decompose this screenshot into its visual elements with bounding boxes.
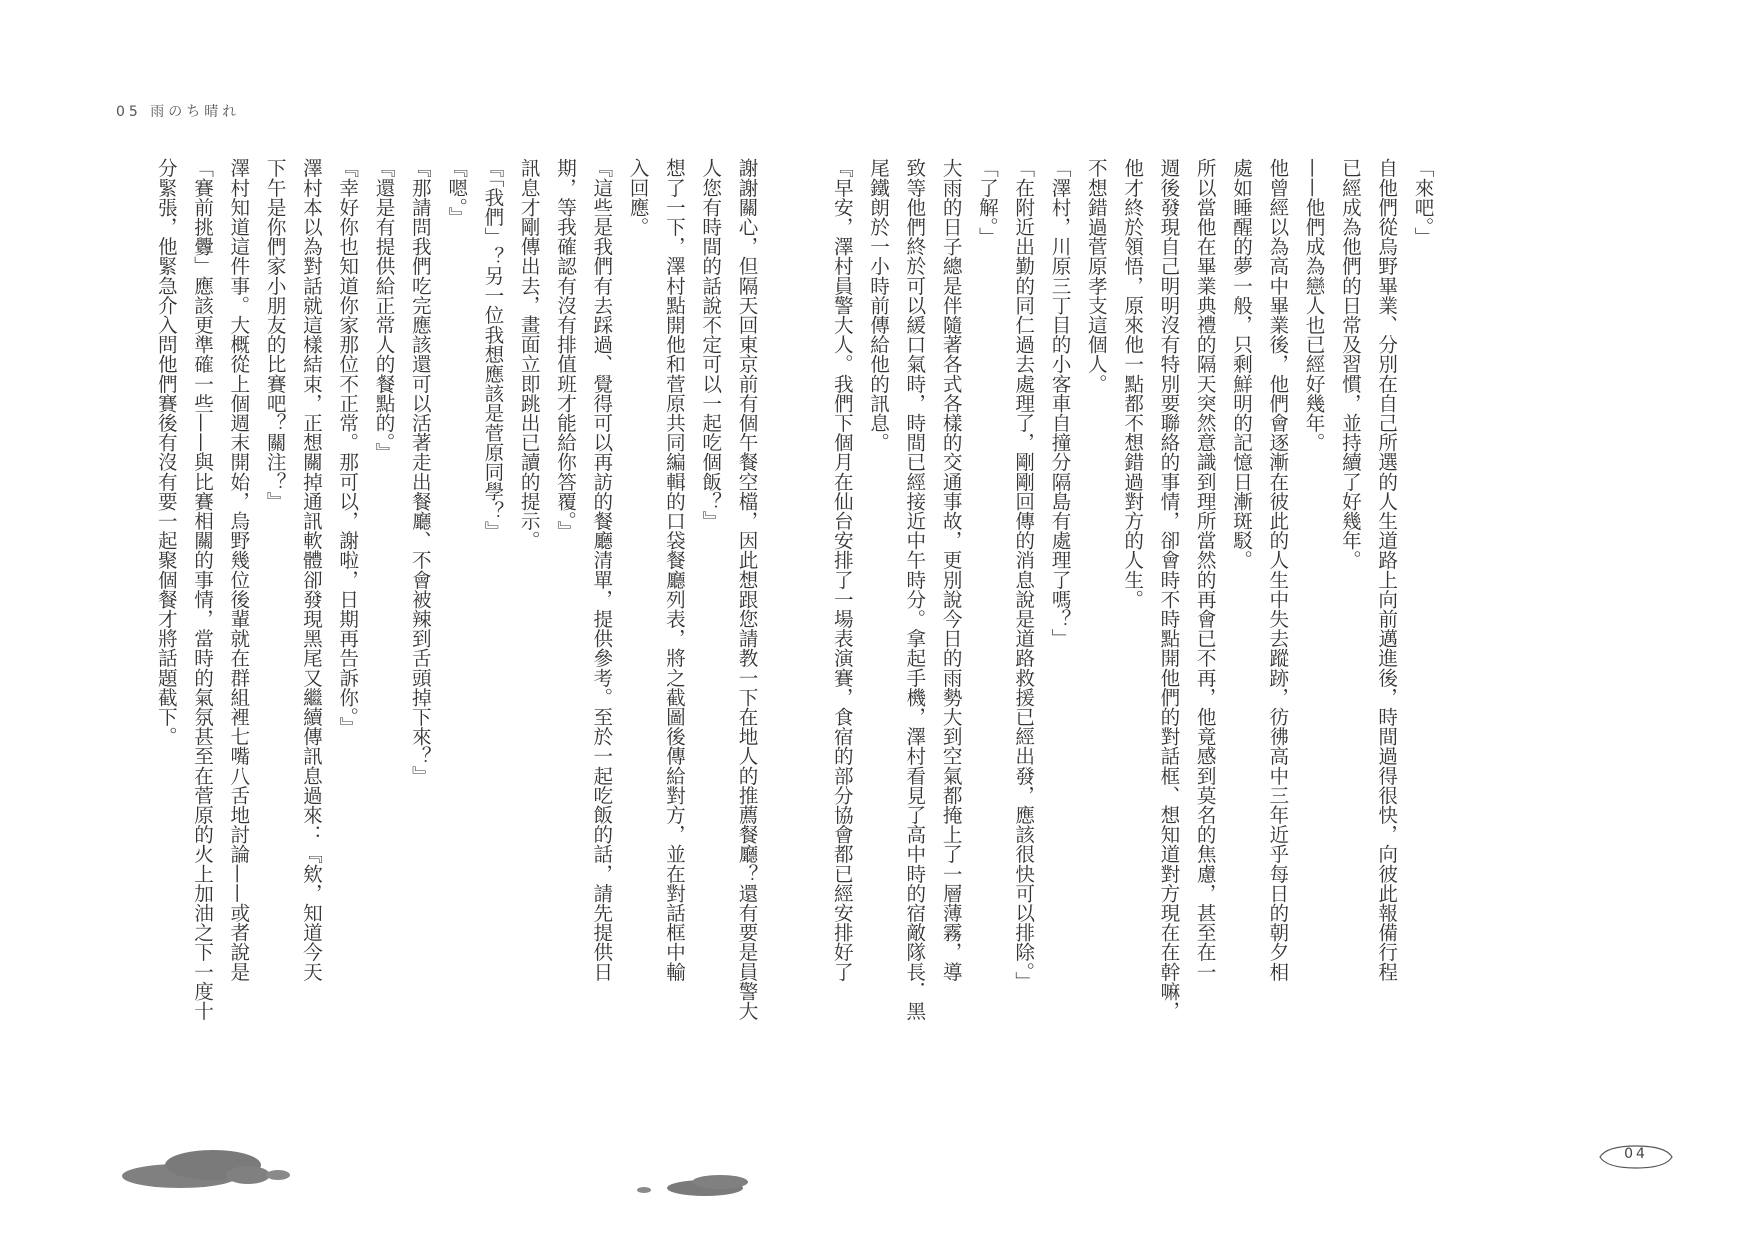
paragraph: 期，等我確認有沒有排值班才能給你答覆。』	[553, 158, 577, 541]
paragraph: 『幸好你也知道你家那位不正常。那可以，謝啦，日期再告訴你。』	[335, 158, 359, 737]
page-left-text	[116, 158, 764, 1098]
paragraph: 『還是有提供給正常人的餐點的。』	[372, 158, 396, 462]
paragraph: 處如睡醒的夢一般，只剩鮮明的記憶日漸斑駁。	[1229, 158, 1253, 570]
paragraph: 謝謝關心，但隔天回東京前有個午餐空檔，因此想跟您請教一下在地人的推薦餐廳？還有要是員警大	[735, 158, 758, 1021]
paragraph: 自他們從烏野畢業、分別在自己所選的人生道路上向前邁進後，時間過得很快，向彼此報備行程	[1374, 158, 1398, 982]
paragraph: 他才終於領悟，原來他一點都不想錯過對方的人生。	[1120, 158, 1144, 609]
paragraph: 「在附近出勤的同仁過去處理了，剛剛回傳的消息說是道路救援已經出發，應該很快可以排除。」	[1011, 158, 1035, 991]
paragraph: 致等他們終於可以緩口氣時，時間已經接近中午時分。拿起手機，澤村看見了高中時的宿敵隊長．黑	[902, 158, 926, 1021]
paragraph: 『這些是我們有去踩過、覺得可以再訪的餐廳清單，提供參考。至於一起吃飯的話，請先提供日	[589, 158, 613, 982]
paragraph: 入回應。	[626, 158, 650, 237]
paragraph: 已經成為他們的日常及習慣，並持續了好幾年。	[1338, 158, 1362, 570]
page-right-text	[830, 158, 1440, 1098]
paragraph: 「賽前挑釁」應該更準確一些——與比賽相關的事情，當時的氣氛甚至在菅原的火上加油之下一度十	[190, 158, 214, 1021]
paragraph: 『那請問我們吃完應該還可以活著走出餐廳、不會被辣到舌頭掉下來？』	[408, 158, 432, 786]
paragraph: 訊息才剛傳出去，畫面立即跳出已讀的提示。	[517, 158, 541, 550]
paragraph: 澤村本以為對話就這樣結束，正想關掉通訊軟體卻發現黑尾又繼續傳訊息過來：『欸，知道今天	[299, 158, 323, 982]
paragraph: 他曾經以為高中畢業後，他們會逐漸在彼此的人生中失去蹤跡，彷彿高中三年近乎每日的朝夕相	[1265, 158, 1289, 982]
page-number-text: 04	[1624, 1146, 1648, 1162]
paragraph: 「了解。」	[975, 158, 999, 247]
paragraph: ——他們成為戀人也已經好幾年。	[1302, 158, 1326, 452]
paragraph: 所以當他在畢業典禮的隔天突然意識到理所當然的再會已不再，他竟感到莫名的焦慮，甚至在一	[1193, 158, 1217, 982]
paragraph: 週後發現自己明明沒有特別要聯絡的事情，卻會時不時點開他們的對話框、想知道對方現在在幹嘛，	[1156, 158, 1180, 1021]
paragraph: 『早安，澤村員警大人。我們下個月在仙台安排了一場表演賽，食宿的部分協會都已經安排好了	[830, 158, 854, 982]
paragraph: 尾鐵朗於一小時前傳給他的訊息。	[866, 158, 890, 452]
paragraph: 大雨的日子總是伴隨著各式各樣的交通事故，更別說今日的雨勢大到空氣都掩上了一層薄霧，導	[939, 158, 963, 982]
puddle-decoration-center	[630, 1170, 755, 1202]
paragraph: 下午是你們家小朋友的比賽吧？關注？』	[263, 158, 287, 511]
paragraph: 澤村知道這件事。大概從上個週末開始，烏野幾位後輩就在群組裡七嘴八舌地討論——或者說是	[226, 158, 250, 982]
puddle-decoration-left	[118, 1145, 298, 1193]
running-head: 05 雨のち晴れ	[116, 104, 241, 120]
paragraph: 不想錯過菅原孝支這個人。	[1084, 158, 1108, 394]
paragraph: 分緊張，他緊急介入問他們賽後有沒有要一起聚個餐才將話題截下。	[154, 158, 178, 746]
paragraph: 人您有時間的話說不定可以一起吃個飯？』	[698, 158, 722, 531]
paragraph: 「澤村，川原三丁目的小客車自撞分隔島有處理了嗎？」	[1048, 158, 1072, 648]
paragraph: 「來吧。」	[1411, 158, 1434, 247]
paragraph: 『「我們」？另一位我想應該是菅原同學？』	[480, 158, 504, 541]
page-number	[1596, 1143, 1676, 1171]
paragraph: 想了一下，澤村點開他和菅原共同編輯的口袋餐廳列表，將之截圖後傳給對方，並在對話框中輸	[662, 158, 686, 982]
paragraph: 『嗯。』	[444, 158, 468, 227]
